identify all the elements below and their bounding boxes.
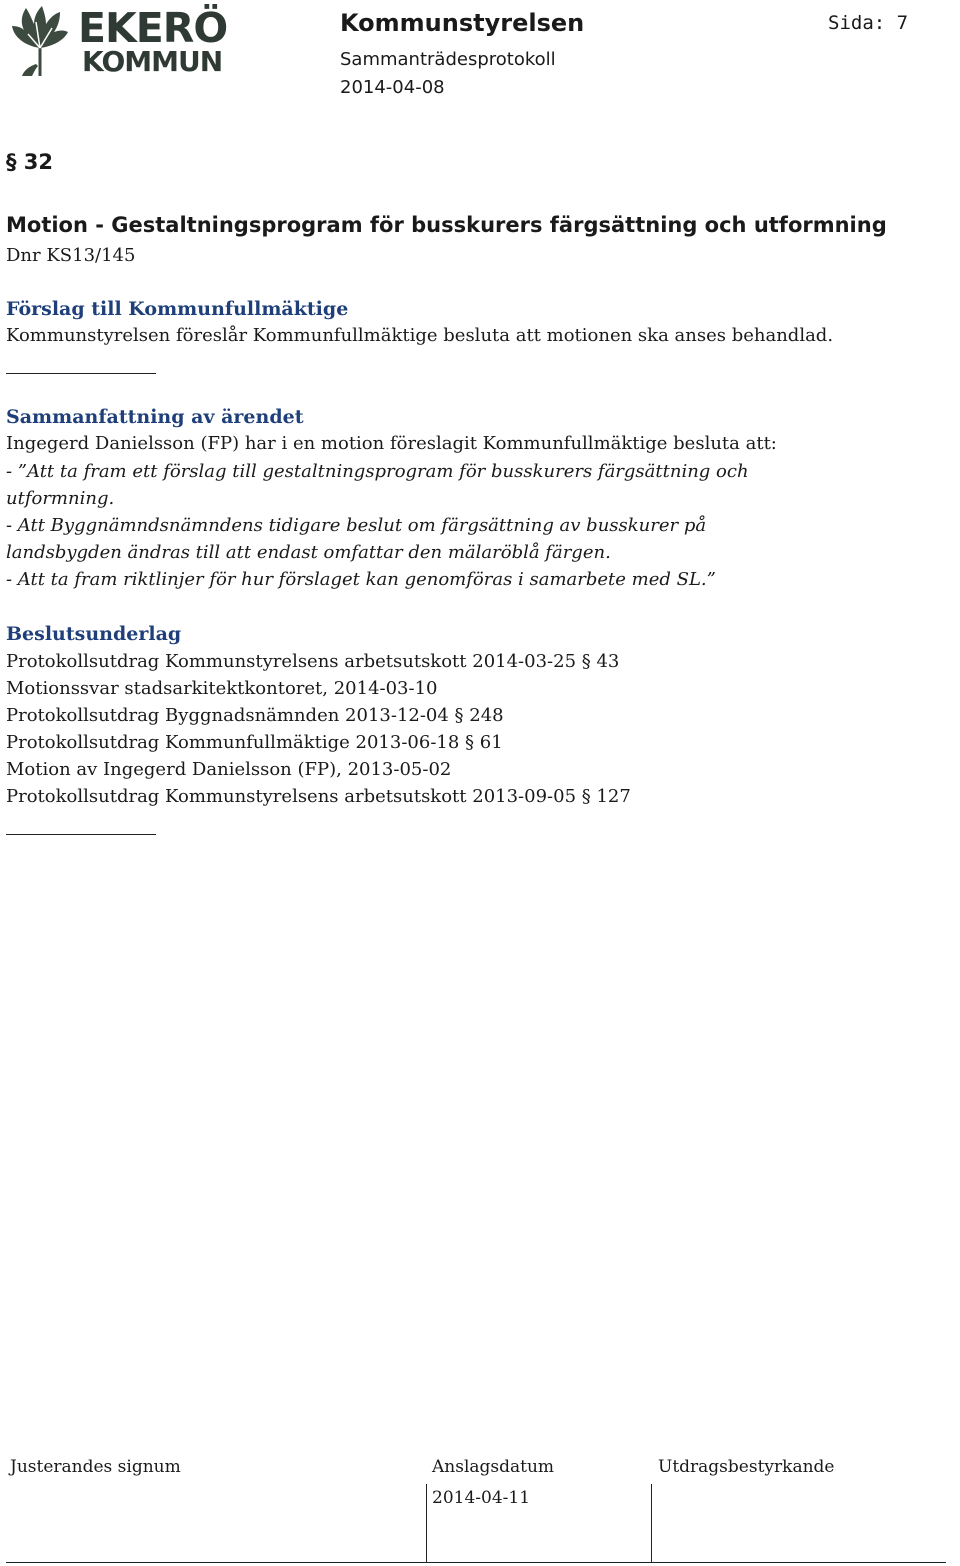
logo-text-kommun: KOMMUN — [82, 45, 223, 78]
summary-line: utformning. — [6, 488, 115, 509]
section-divider — [6, 834, 156, 835]
logo-text-ekero: EKERÖ — [78, 4, 228, 52]
footer-baseline — [6, 1562, 946, 1563]
basis-item: Motionssvar stadsarkitektkontoret, 2014-03-10 — [6, 678, 438, 699]
summary-line: - Att Byggnämndsnämndens tidigare beslut om färgsättning av busskurer på — [6, 515, 707, 536]
footer-posting-label: Anslagsdatum — [432, 1457, 555, 1477]
proposal-text: Kommunstyrelsen föreslår Kommunfullmäktige besluta att motionen ska anses behandlad. — [6, 325, 834, 346]
footer-divider — [426, 1484, 427, 1562]
header-date: 2014-04-08 — [340, 77, 445, 98]
basis-item: Protokollsutdrag Kommunstyrelsens arbetsutskott 2013-09-05 § 127 — [6, 786, 631, 807]
header-doc-type: Sammanträdesprotokoll — [340, 49, 556, 70]
footer-divider — [651, 1484, 652, 1562]
basis-item: Protokollsutdrag Kommunstyrelsens arbetsutskott 2014-03-25 § 43 — [6, 651, 620, 672]
footer-extract-label: Utdragsbestyrkande — [658, 1457, 835, 1477]
footer-posting-date: 2014-04-11 — [432, 1488, 531, 1508]
oak-leaf-icon — [8, 4, 72, 80]
proposal-heading: Förslag till Kommunfullmäktige — [6, 298, 349, 320]
dnr-reference: Dnr KS13/145 — [6, 245, 136, 266]
page-number: Sida: 7 — [828, 12, 909, 34]
summary-intro: Ingegerd Danielsson (FP) har i en motion föreslagit Kommunfullmäktige besluta att: — [6, 433, 777, 454]
page-title: Motion - Gestaltningsprogram för busskurers färgsättning och utformning — [6, 213, 887, 237]
basis-item: Motion av Ingegerd Danielsson (FP), 2013-05-02 — [6, 759, 452, 780]
ekero-kommun-logo — [8, 4, 228, 82]
header-organ: Kommunstyrelsen — [340, 9, 585, 37]
summary-heading: Sammanfattning av ärendet — [6, 406, 304, 428]
basis-item: Protokollsutdrag Byggnadsnämnden 2013-12-04 § 248 — [6, 705, 504, 726]
section-divider — [6, 373, 156, 374]
summary-line: - ”Att ta fram ett förslag till gestaltningsprogram för busskurers färgsättning och — [6, 461, 749, 482]
paragraph-number: § 32 — [6, 150, 54, 174]
basis-item: Protokollsutdrag Kommunfullmäktige 2013-06-18 § 61 — [6, 732, 503, 753]
summary-line: landsbygden ändras till att endast omfattar den mälaröblå färgen. — [6, 542, 611, 563]
summary-line: - Att ta fram riktlinjer för hur förslaget kan genomföras i samarbete med SL.” — [6, 569, 716, 590]
footer-signature-label: Justerandes signum — [10, 1457, 181, 1477]
basis-heading: Beslutsunderlag — [6, 623, 182, 645]
